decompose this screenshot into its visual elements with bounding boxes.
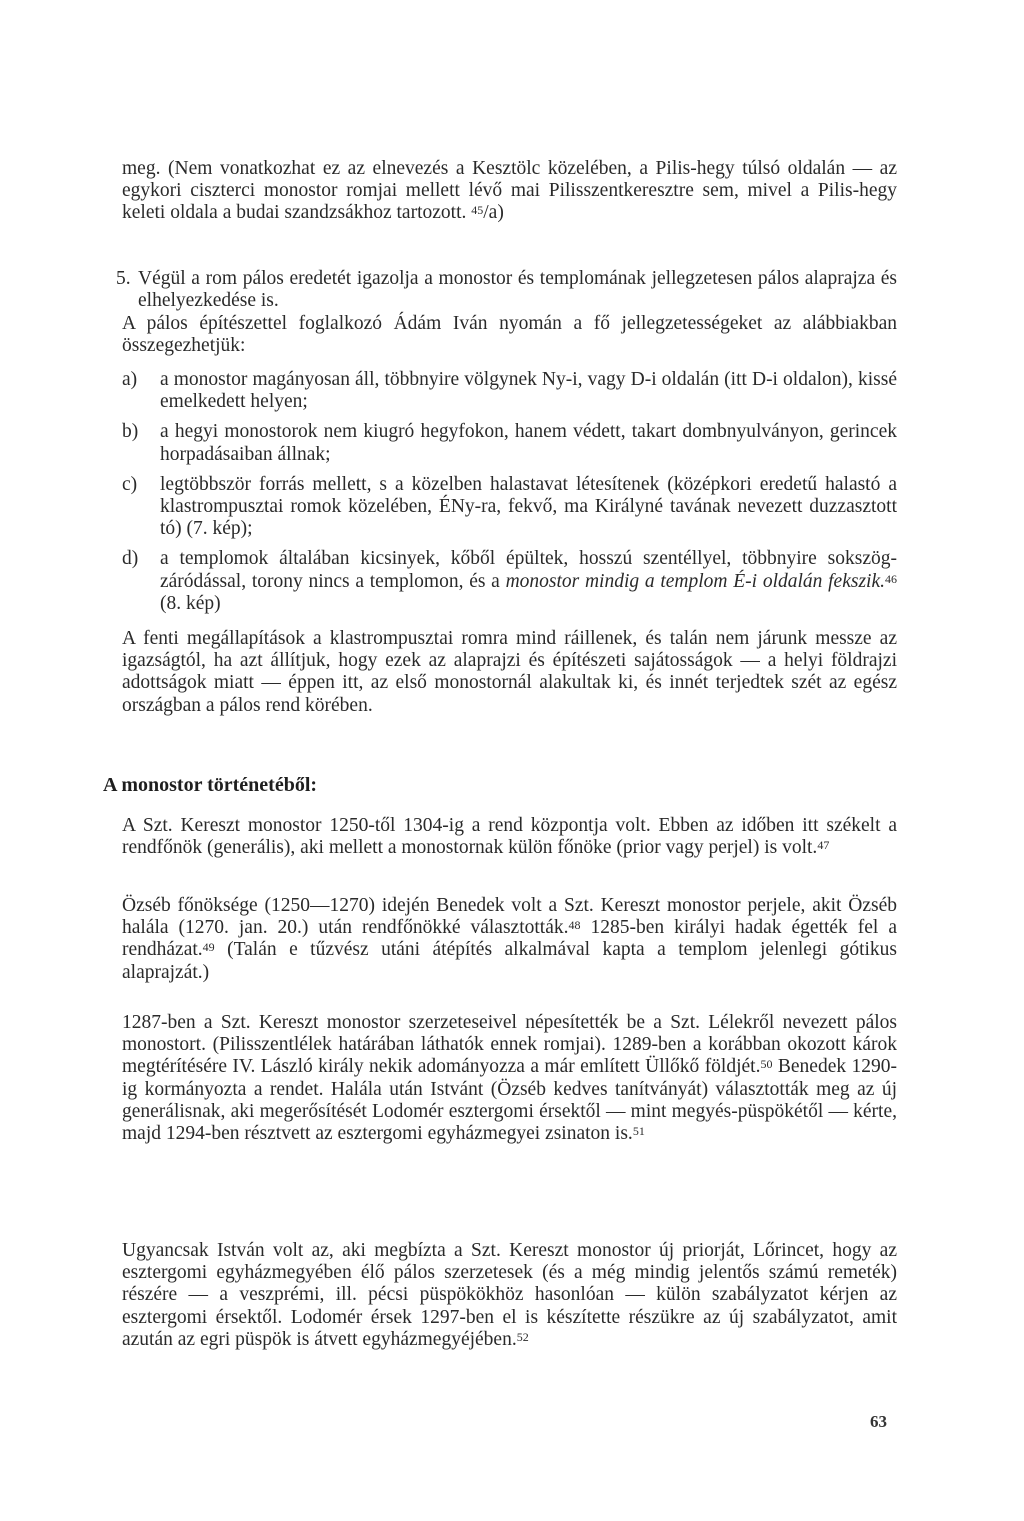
history-paragraph-4: Ugyancsak István volt az, aki megbízta a Szt. Kereszt monostor új priorját, Lőrincet, hogy az esztergomi egyházmegyében élő pálos szerzetesek (és a még mindig jelentős számú remeték) részére — a veszprémi, ill. pécsi püspökökhöz hasonlóan — külön szabályzatot kérjen az esztergomi érsektől. Lodomér érsek 1297-ben el is készítette részükre az új szabályzatot, amit azután az egri püspök is átvett egyházmegyéjében.$^{52}$ — [122, 1240, 897, 1350]
history-paragraph-2: Özséb főnöksége (1250—1270) idején Benedek volt a Szt. Kereszt monostor perjele, akit Özséb halála (1270. jan. 20.) után rendfőnökké választották.$^{48}$ 1285-ben királyi hadak égették fel a rendházat.$^{49}$ (Talán e tűzvész utáni átépítés alkalmával kapta a templom jelenlegi gótikus alaprajzát.) — [122, 895, 897, 983]
history-paragraph-3: 1287-ben a Szt. Kereszt monostor szerzeteseivel népesítették be a Szt. Lélekről nevezett pálos monostort. (Pilisszentlélek határában láthatók ennek romjai). 1289-ben a korábban okozott károk megtérítésére IV. László király nekik adományozza a már említett Üllőkő földjét.$^{50}$ Benedek 1290-ig kormányozta a rendet. Halála után Istvánt (Özséb kedves tanítványát) választották meg az új generálisnak, aki megerősítését Lodomér esztergomi érsektől — mint megyés-püspökétől — kérte, majd 1294-ben résztvett az esztergomi egyházmegyei zsinaton is.$^{51}$ — [122, 1012, 897, 1145]
list-item: c) legtöbbször forrás mellett, s a közelben halastavat létesítenek (középkori eredetű halastó a klastrompusztai romok közelében, ÉNy-ra, fekvő, ma Királyné tavának nevezett duzzasztott tó) (7. kép); — [122, 473, 897, 540]
conclusion-paragraph: A fenti megállapítások a klastrompusztai romra mind ráillenek, és talán nem járunk messze az igazságtól, ha azt állítjuk, hogy ezek az alaprajzi és építészeti sajátosságok — a helyi földrajzi adottságok miatt — éppen itt, az első monostornál alakultak ki, és innét terjedtek szét az egész országban a pálos rend körében. — [122, 628, 897, 716]
page-number: 63 — [870, 1412, 887, 1431]
footnote-ref: 48 — [568, 918, 581, 933]
opening-paragraph: meg. (Nem vonatkozhat ez az elnevezés a Kesztölc közelében, a Pilis-hegy túlsó oldalán — az egykori ciszterci monostor romjai mellett lévő mai Pilisszentkeresztre sem, mivel a Pilis-hegy keleti oldala a budai szandzsákhoz tartozott. $^{45}$/a) — [122, 158, 897, 224]
footnote-ref: 51 — [632, 1124, 645, 1139]
intro-paragraph: A pálos építészettel foglalkozó Ádám Iván nyomán a fő jellegzetességeket az alábbiakban összegezhetjük: — [122, 313, 897, 357]
footnote-ref: 50 — [760, 1057, 773, 1072]
footnote-ref: 45 — [471, 203, 484, 218]
list-item: d) a templomok általában kicsinyek, kőből épültek, hosszú szentéllyel, többnyire sokszög-záródással, torony nincs a templomon, és a monostor mindig a templom É-i oldalán fekszik.$^{46}$ (8. kép) — [122, 548, 897, 614]
point-five — [116, 268, 897, 312]
list-item: a) a monostor magányosan áll, többnyire völgynek Ny-i, vagy D-i oldalán (itt D-i oldalon), kissé emelkedett helyen; — [122, 369, 897, 413]
footnote-ref: 46 — [885, 571, 897, 586]
list-item: b) a hegyi monostorok nem kiugró hegyfokon, hanem védett, takart dombnyulványon, gerincek horpadásaiban állnak; — [122, 421, 897, 465]
history-paragraph-1: A Szt. Kereszt monostor 1250-től 1304-ig a rend központja volt. Ebben az időben itt székelt a rendfőnök (generális), aki mellett a monostornak külön főnöke (prior vagy perjel) is volt.$^{47}$ — [122, 815, 897, 859]
footnote-ref: 47 — [817, 838, 830, 853]
list-item: 5. Végül a rom pálos eredetét igazolja a monostor és templomának jellegzetesen pálos alaprajza és elhelyezkedése is. — [116, 268, 897, 312]
section-heading: A monostor történetéből: — [103, 774, 318, 796]
footnote-ref: 52 — [516, 1329, 529, 1344]
features-list — [122, 369, 897, 615]
footnote-ref: 49 — [202, 940, 215, 955]
